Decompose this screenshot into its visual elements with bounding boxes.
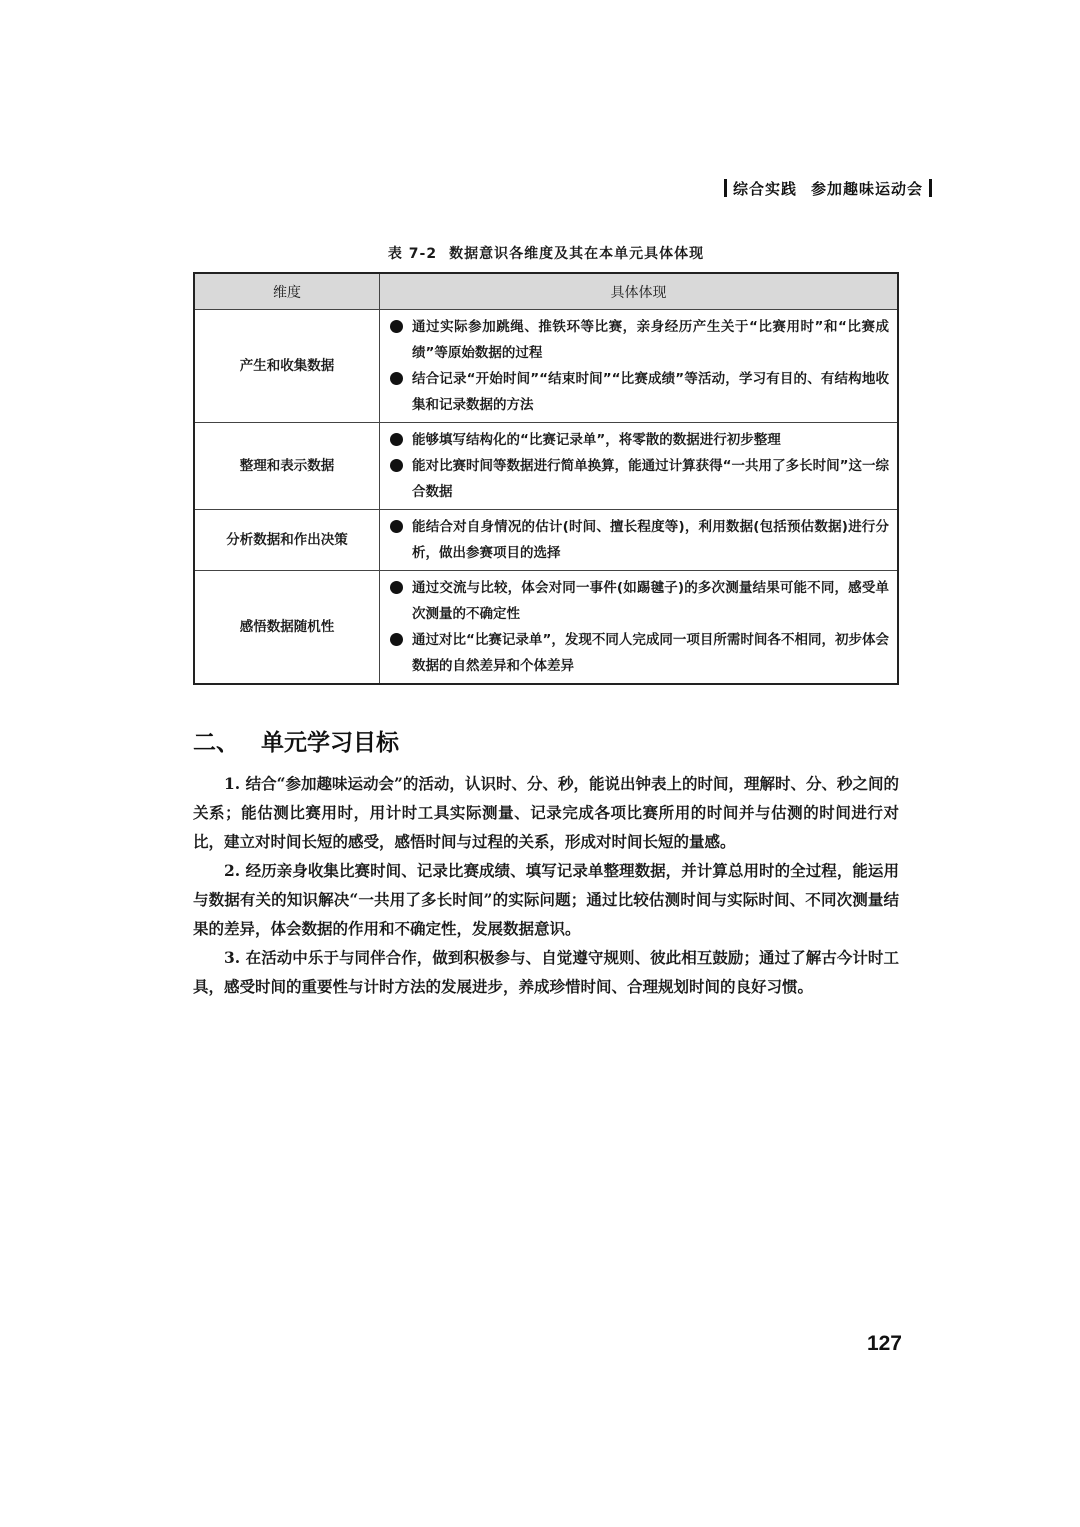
list-item-text: 通过实际参加跳绳、推铁环等比赛，亲身经历产生关于“比赛用时”和“比赛成绩”等原始数据的过程 bbox=[412, 319, 889, 361]
data-awareness-table bbox=[193, 272, 899, 685]
list-item-text: 能结合对自身情况的估计(时间、擅长程度等)，利用数据(包括预估数据)进行分析，做出参赛项目的选择 bbox=[412, 519, 889, 561]
detail-cell bbox=[380, 310, 899, 423]
dimension-cell: 分析数据和作出决策 bbox=[194, 510, 380, 571]
header-bar-right bbox=[929, 179, 932, 197]
list-item bbox=[390, 575, 889, 627]
bullet-dot-icon bbox=[390, 520, 403, 533]
column-header-dimension: 维度 bbox=[194, 273, 380, 310]
header-section: 综合实践 bbox=[732, 180, 797, 198]
list-item-text: 通过对比“比赛记录单”，发现不同人完成同一项目所需时间各不相同，初步体会数据的自然差异和个体差异 bbox=[412, 632, 889, 674]
section-title: 单元学习目标 bbox=[261, 730, 399, 756]
list-item-text: 通过交流与比较，体会对同一事件(如踢毽子)的多次测量结果可能不同，感受单次测量的不确定性 bbox=[412, 580, 889, 622]
table-caption-title: 数据意识各维度及其在本单元具体体现 bbox=[449, 246, 705, 262]
bullet-dot-icon bbox=[390, 320, 403, 333]
dimension-cell: 感悟数据随机性 bbox=[194, 571, 380, 685]
list-item bbox=[390, 427, 889, 453]
table-header-row bbox=[194, 273, 898, 310]
table-caption bbox=[193, 243, 899, 263]
paragraph: 3. 在活动中乐于与同伴合作，做到积极参与、自觉遵守规则、彼此相互鼓励；通过了解古今计时工具，感受时间的重要性与计时方法的发展进步，养成珍惜时间、合理规划时间的良好习惯。 bbox=[193, 948, 899, 996]
dimension-cell: 产生和收集数据 bbox=[194, 310, 380, 423]
detail-cell bbox=[380, 571, 899, 685]
table-row bbox=[194, 571, 898, 685]
table-row bbox=[194, 310, 898, 423]
table-caption-number: 表 7-2 bbox=[387, 246, 438, 262]
section-number: 二、 bbox=[193, 730, 239, 756]
bullet-dot-icon bbox=[390, 633, 403, 646]
detail-cell bbox=[380, 423, 899, 510]
list-item-text: 结合记录“开始时间”“结束时间”“比赛成绩”等活动，学习有目的、有结构地收集和记录数据的方法 bbox=[412, 371, 889, 413]
list-item bbox=[390, 453, 889, 505]
list-item bbox=[390, 314, 889, 366]
section-heading bbox=[193, 724, 399, 757]
list-item bbox=[390, 366, 889, 418]
bullet-dot-icon bbox=[390, 581, 403, 594]
list-item bbox=[390, 627, 889, 679]
running-header bbox=[718, 178, 938, 199]
bullet-dot-icon bbox=[390, 433, 403, 446]
list-item-text: 能够填写结构化的“比赛记录单”，将零散的数据进行初步整理 bbox=[412, 432, 781, 448]
page-number: 127 bbox=[866, 1332, 902, 1355]
paragraph: 2. 经历亲身收集比赛时间、记录比赛成绩、填写记录单整理数据，并计算总用时的全过程，能运用与数据有关的知识解决“一共用了多长时间”的实际问题；通过比较估测时间与实际时间、不同次测量结果的差异，体会数据的作用和不确定性，发展数据意识。 bbox=[193, 861, 899, 938]
table-row bbox=[194, 423, 898, 510]
detail-cell bbox=[380, 510, 899, 571]
list-item bbox=[390, 514, 889, 566]
header-bar-left bbox=[724, 179, 727, 197]
dimension-cell: 整理和表示数据 bbox=[194, 423, 380, 510]
bullet-dot-icon bbox=[390, 459, 403, 472]
header-topic: 参加趣味运动会 bbox=[810, 180, 923, 198]
bullet-dot-icon bbox=[390, 372, 403, 385]
paragraph: 1. 结合“参加趣味运动会”的活动，认识时、分、秒，能说出钟表上的时间，理解时、分、秒之间的关系；能估测比赛用时，用计时工具实际测量、记录完成各项比赛所用的时间并与估测的时间进行对比，建立对时间长短的感受，感悟时间与过程的关系，形成对时间长短的量感。 bbox=[193, 774, 899, 851]
learning-objectives bbox=[193, 769, 899, 1001]
list-item-text: 能对比赛时间等数据进行简单换算，能通过计算获得“一共用了多长时间”这一综合数据 bbox=[412, 458, 889, 500]
column-header-detail: 具体体现 bbox=[380, 273, 899, 310]
table-row bbox=[194, 510, 898, 571]
